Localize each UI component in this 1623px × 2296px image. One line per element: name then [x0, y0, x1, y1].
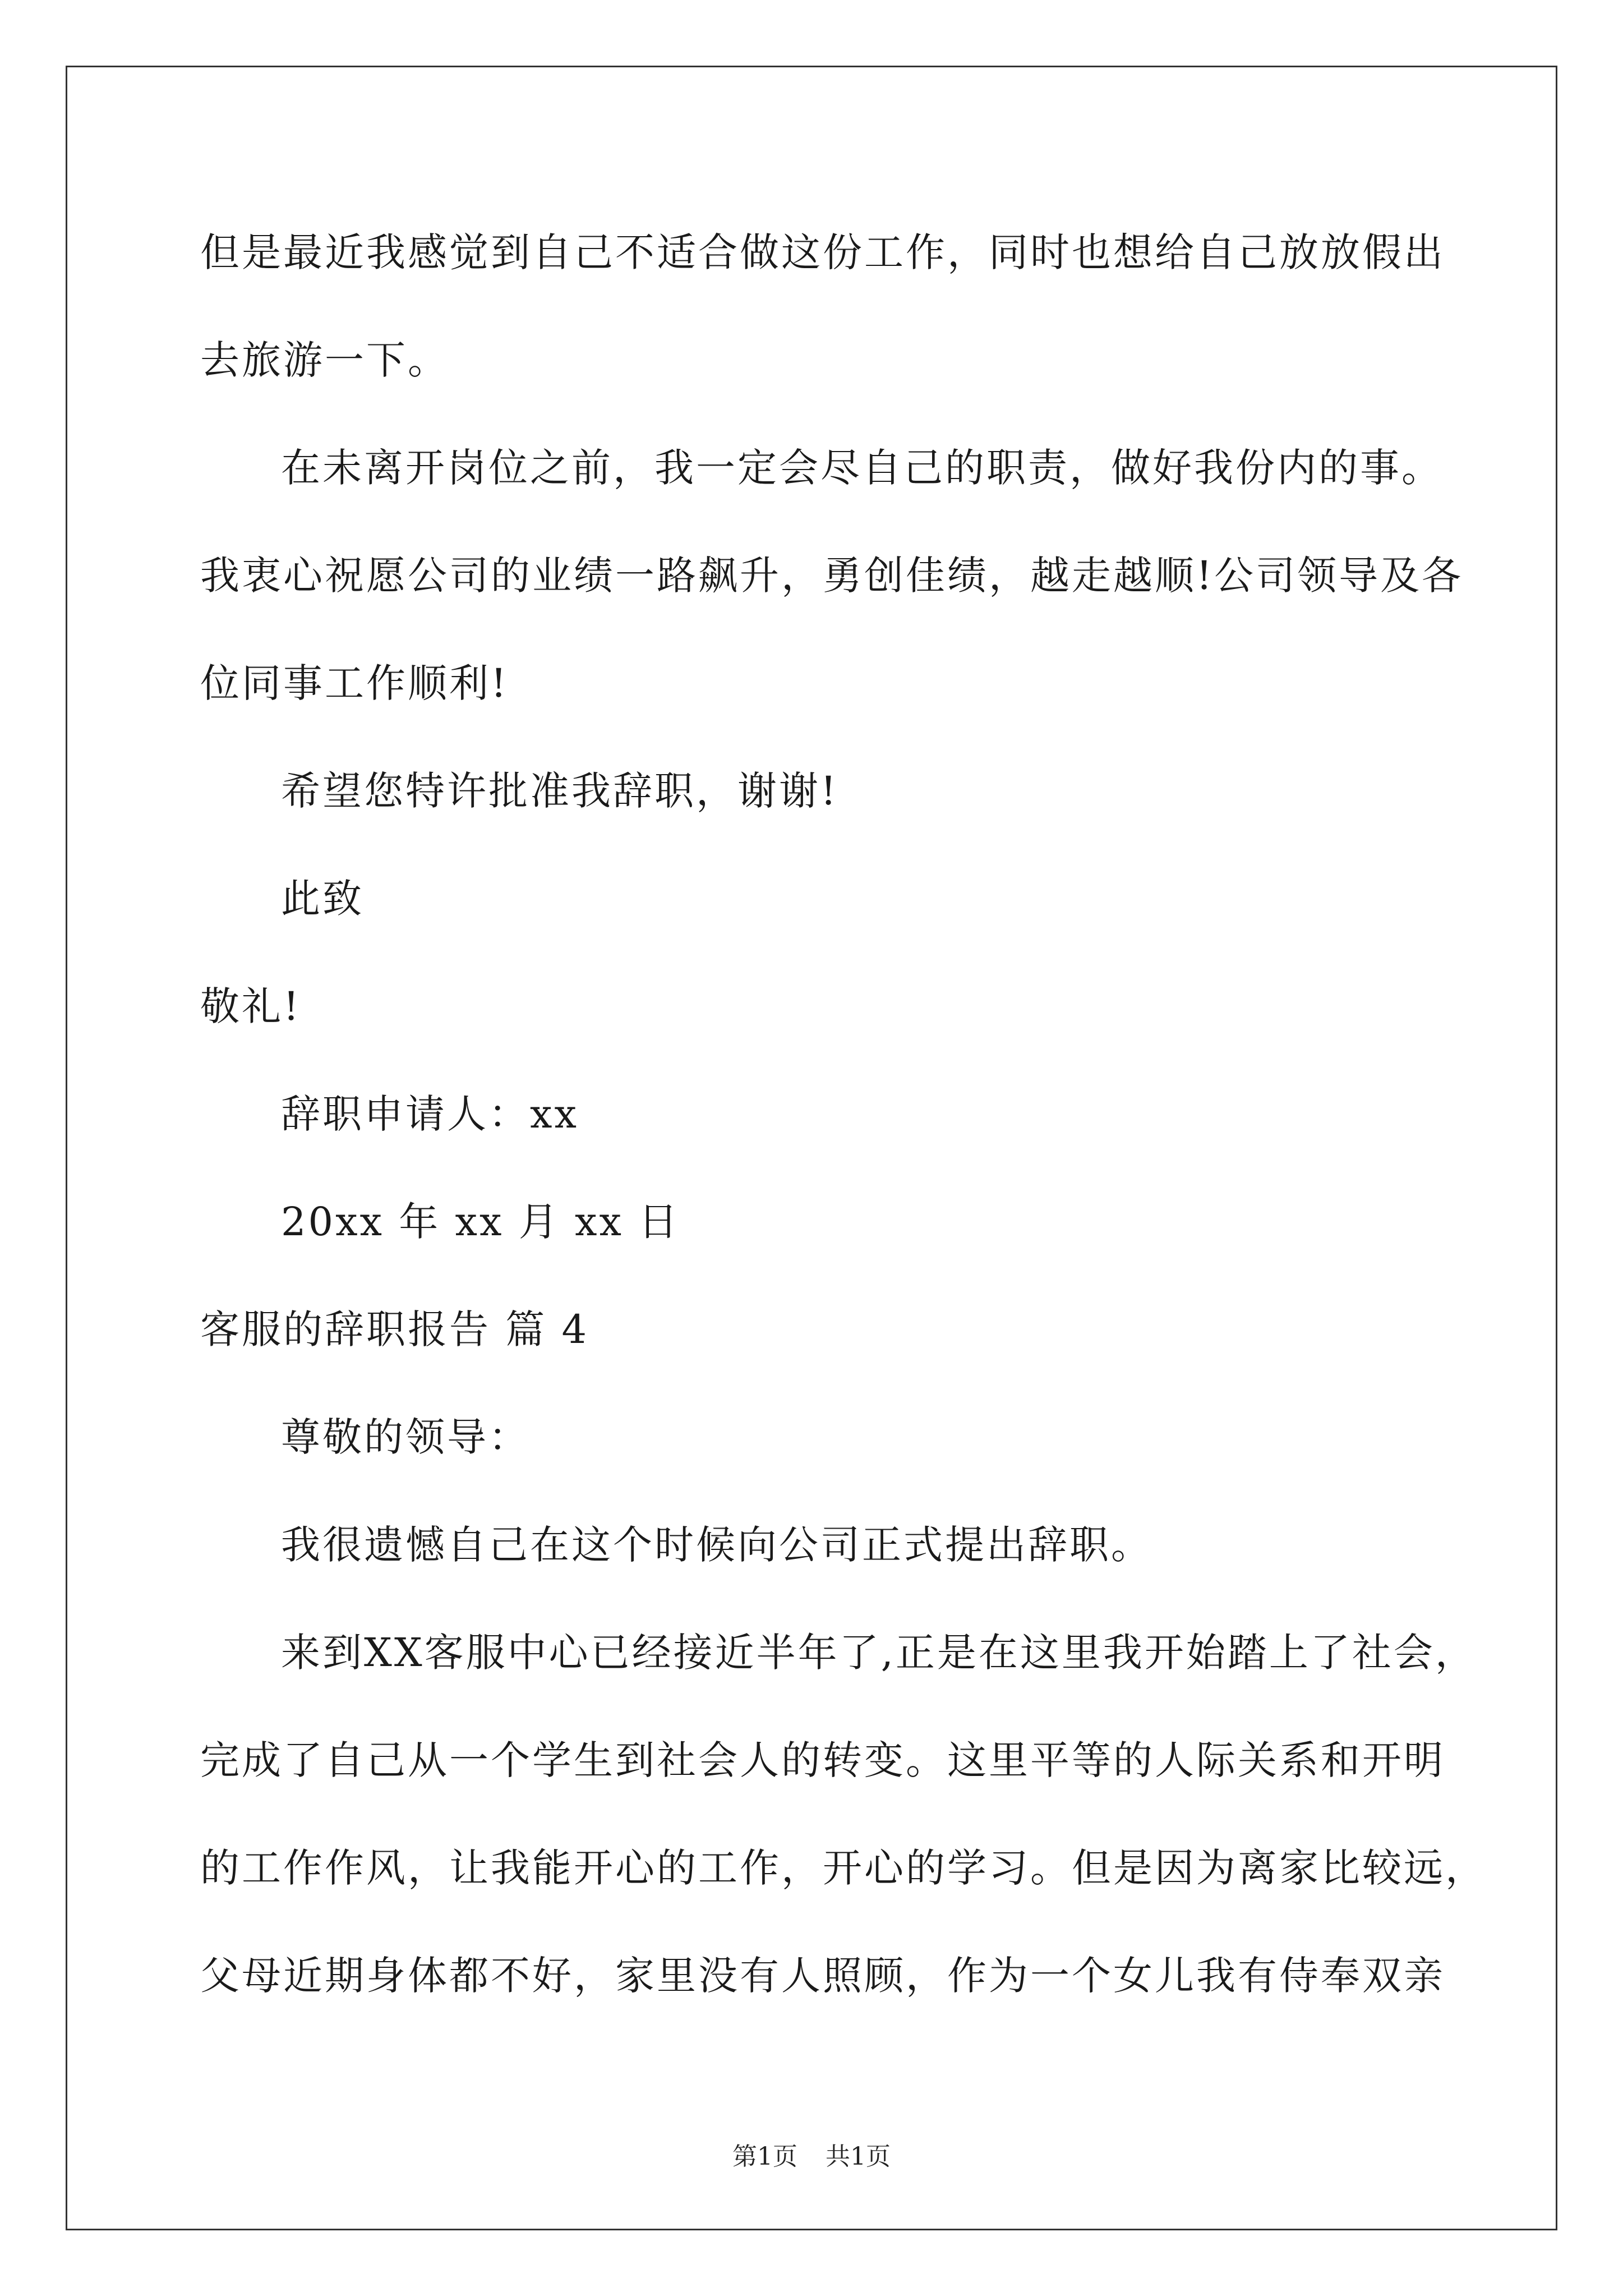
text-line: 我很遗憾自己在这个时候向公司正式提出辞职。 [281, 1522, 1152, 1568]
document-body [200, 208, 1487, 2039]
text-line: 但是最近我感觉到自己不适合做这份工作，同时也想给自己放放假出 [200, 229, 1445, 275]
text-line: 辞职申请人：xx [281, 1091, 579, 1137]
text-line: 此致 [281, 876, 364, 922]
text-line: 我衷心祝愿公司的业绩一路飙升，勇创佳绩，越走越顺!公司领导及各 [200, 553, 1464, 599]
text-line: 尊敬的领导： [281, 1414, 530, 1460]
text-line: 20xx 年 xx 月 xx 日 [281, 1199, 680, 1245]
text-line: 父母近期身体都不好，家里没有人照顾，作为一个女儿我有侍奉双亲 [200, 1953, 1445, 1999]
text-line: 敬礼! [200, 983, 302, 1029]
text-line: 来到XX客服中心已经接近半年了,正是在这里我开始踏上了社会， [281, 1630, 1477, 1676]
page-footer [0, 2136, 1623, 2172]
text-line: 的工作作风，让我能开心的工作，开心的学习。但是因为离家比较远， [200, 1845, 1487, 1891]
text-line: 希望您特许批准我辞职，谢谢! [281, 768, 839, 814]
text-line: 完成了自己从一个学生到社会人的转变。这里平等的人际关系和开明 [200, 1737, 1445, 1783]
page-total: 共1页 [826, 2142, 891, 2171]
section-heading: 客服的辞职报告 篇 4 [200, 1306, 589, 1352]
text-line: 位同事工作顺利! [200, 660, 509, 706]
text-line: 在未离开岗位之前，我一定会尽自己的职责，做好我份内的事。 [281, 445, 1443, 491]
page-number: 第1页 [732, 2142, 797, 2171]
text-line: 去旅游一下。 [200, 337, 449, 383]
